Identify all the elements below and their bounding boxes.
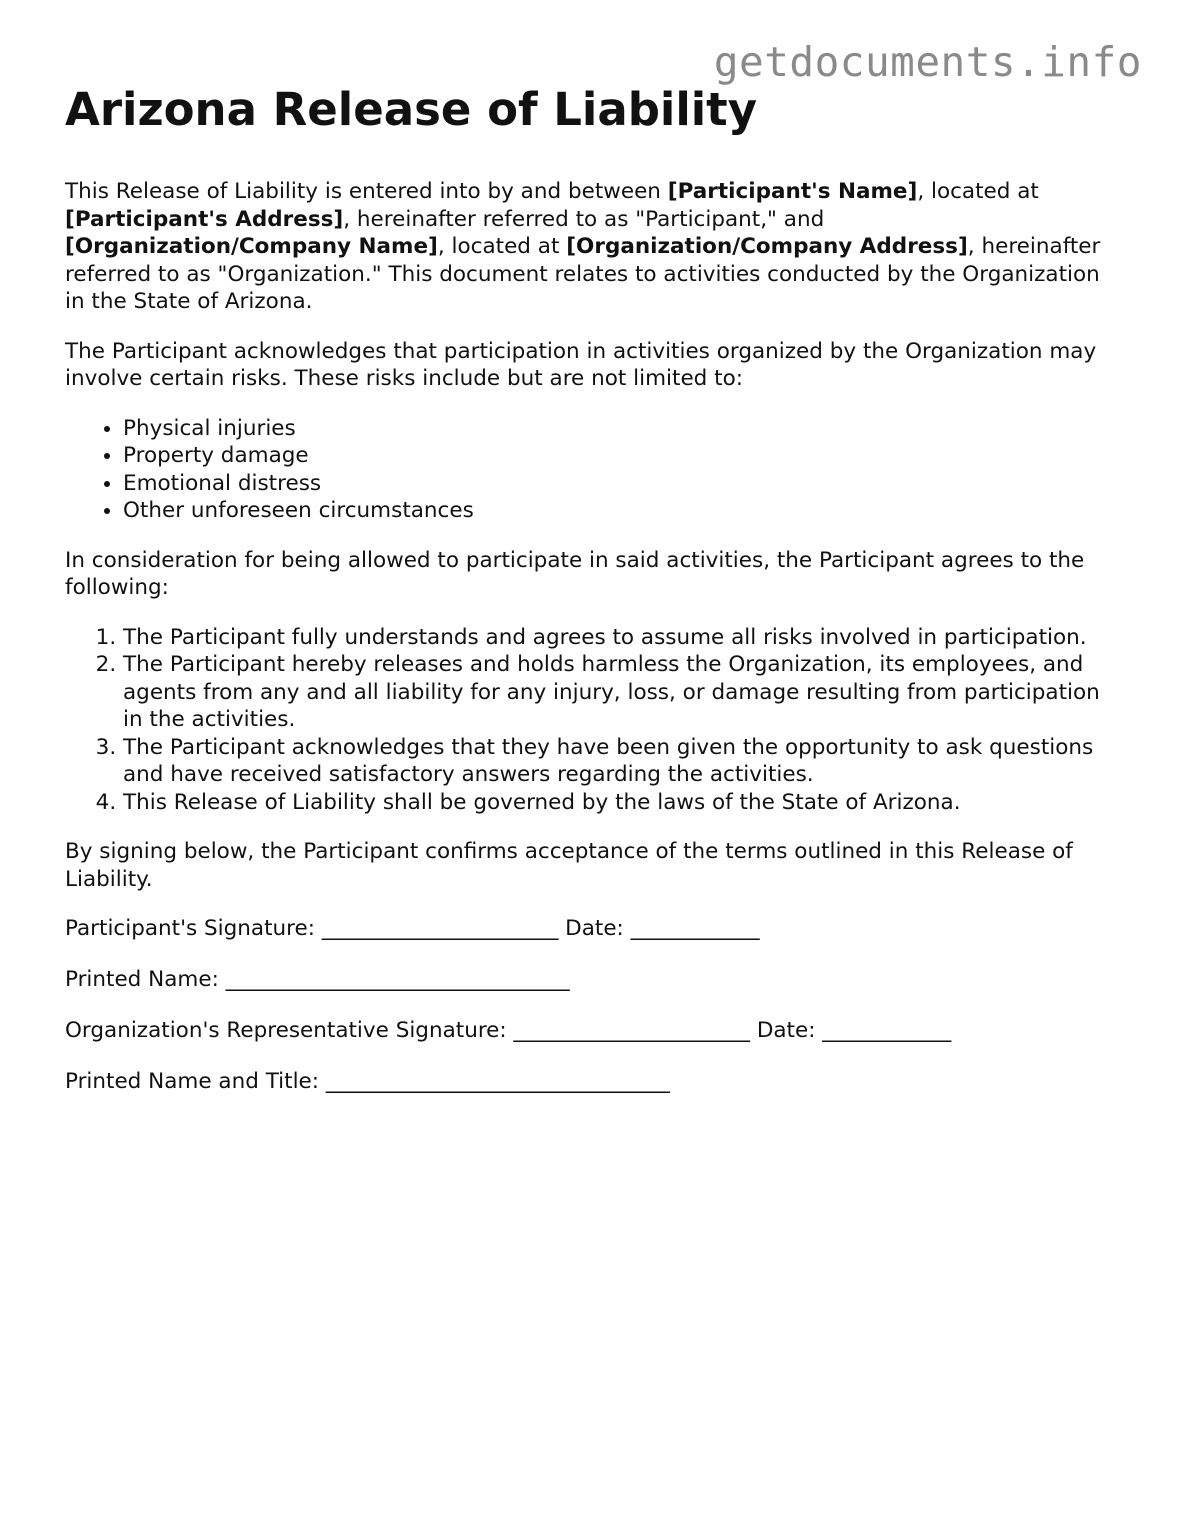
terms-list (65, 624, 1115, 817)
participant-address-placeholder: [Participant's Address] (65, 206, 344, 232)
risk-item: • Other unforeseen circumstances (123, 497, 1115, 525)
term-item: 1. The Participant fully understands and agrees to assume all risks involved in participation. (123, 624, 1115, 652)
term-item: 2. The Participant hereby releases and holds harmless the Organization, its employees, and agents from any and all liability for any injury, loss, or damage resulting from participation in the activities. (123, 651, 1115, 734)
participant-name-placeholder: [Participant's Name] (667, 179, 918, 204)
participant-signature-line[interactable]: Participant's Signature: ______________________ Date: ____________ (65, 916, 760, 941)
document-title: Arizona Release of Liability (65, 83, 758, 136)
term-item: 3. The Participant acknowledges that they have been given the opportunity to ask questions and have received satisfactory answers regarding the activities. (123, 734, 1115, 789)
intro-text-5: , hereinafter referred to as "Organization." This document relates to activities conducted by the Organization in the State of Arizona. (65, 234, 1101, 314)
intro-text-1: This Release of Liability is entered into by and between (65, 179, 668, 204)
risk-item: • Physical injuries (123, 415, 1115, 443)
organization-name-placeholder: [Organization/Company Name] (65, 234, 438, 259)
intro-text-3: , hereinafter referred to as "Participant," and (343, 206, 825, 232)
printed-name-title-line[interactable]: Printed Name and Title: ________________________________ (65, 1069, 670, 1094)
risk-item: • Property damage (123, 442, 1115, 470)
organization-address-placeholder: [Organization/Company Address] (566, 234, 968, 259)
printed-name-line[interactable]: Printed Name: ________________________________ (65, 967, 570, 992)
intro-paragraph (65, 178, 1115, 316)
document-page (65, 82, 1115, 1119)
intro-text-4: , located at (437, 234, 567, 259)
term-item: 4. This Release of Liability shall be governed by the laws of the State of Arizona. (123, 789, 1115, 817)
risks-intro-paragraph: The Participant acknowledges that participation in activities organized by the Organization may involve certain risks. These risks include but are not limited to: (65, 338, 1097, 391)
watermark-text: getdocuments.info (713, 38, 1142, 86)
risk-item: • Emotional distress (123, 470, 1115, 498)
closing-paragraph: By signing below, the Participant confirms acceptance of the terms outlined in this Release of Liability. (65, 839, 1073, 892)
intro-text-2: , located at (917, 179, 1039, 204)
consideration-paragraph: In consideration for being allowed to participate in said activities, the Participant agrees to the following: (65, 547, 1085, 600)
risks-list (65, 415, 1115, 525)
organization-signature-line[interactable]: Organization's Representative Signature: ______________________ Date: ____________ (65, 1018, 952, 1043)
